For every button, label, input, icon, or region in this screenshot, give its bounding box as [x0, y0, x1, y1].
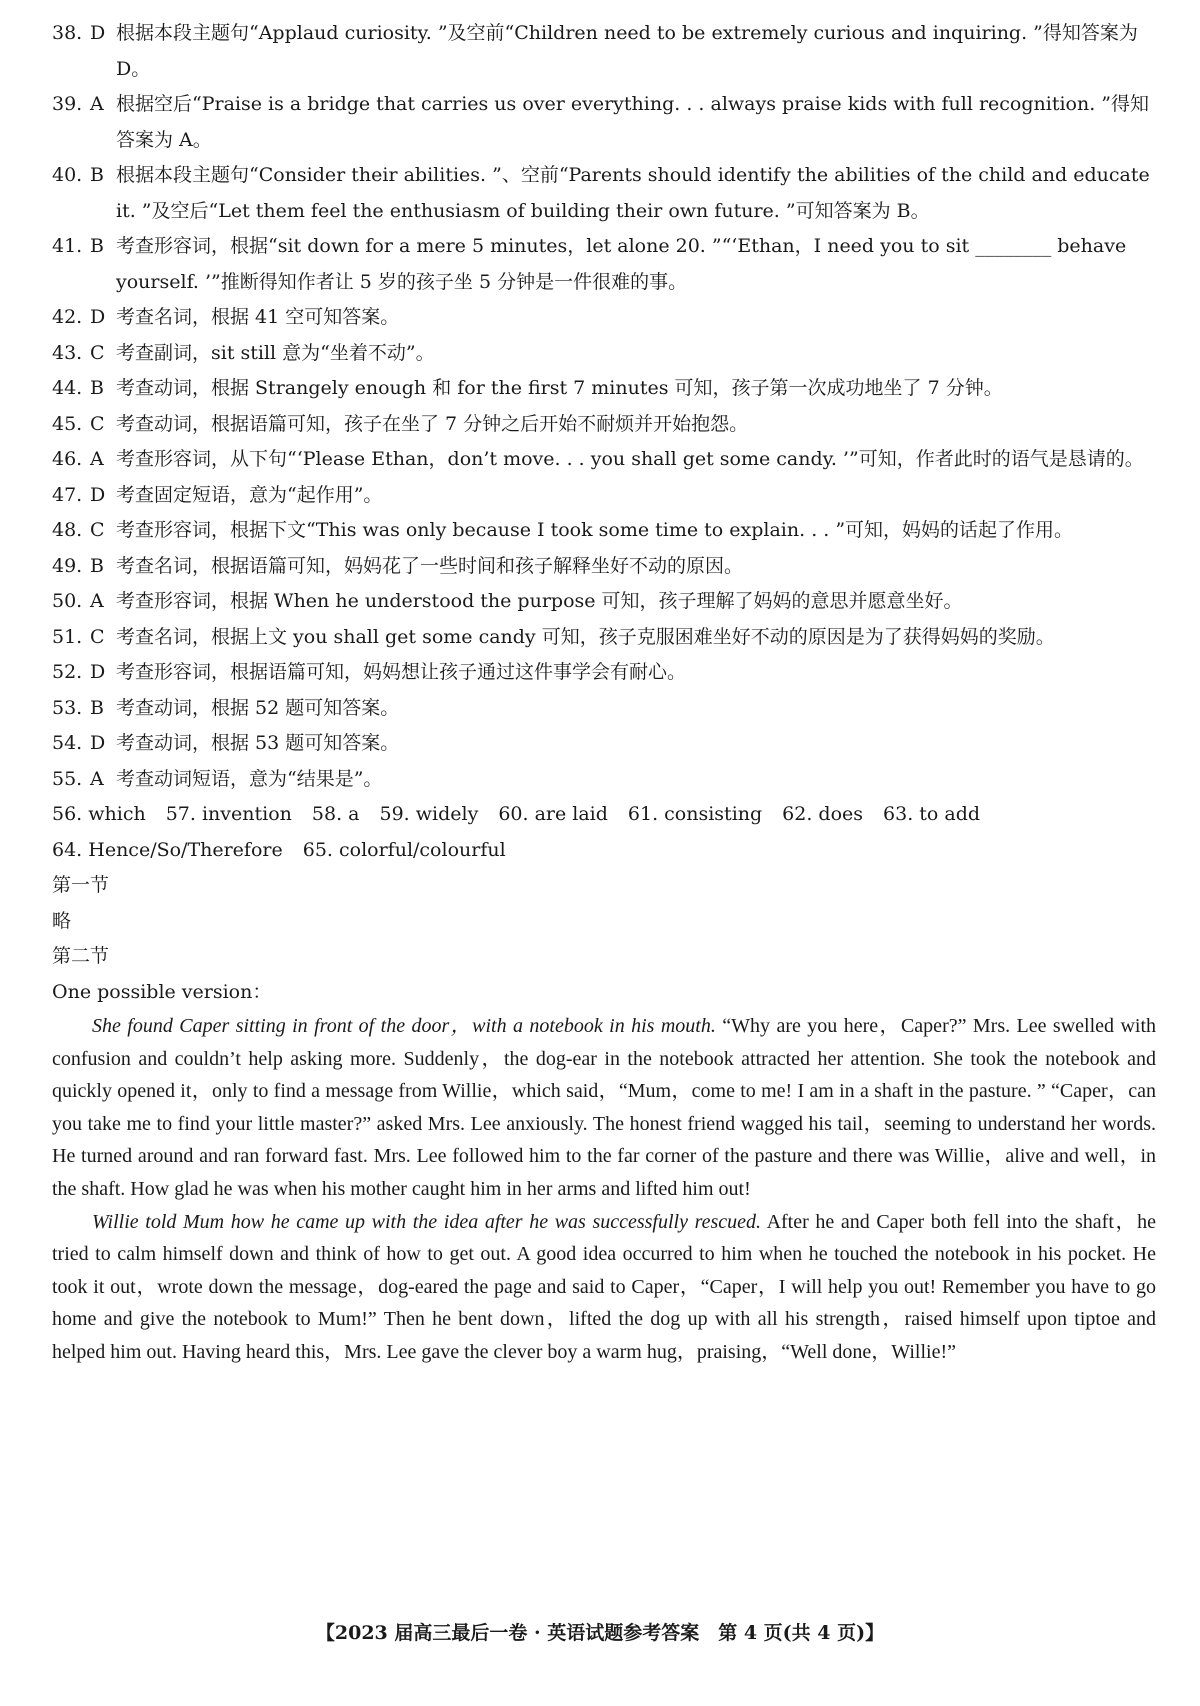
answer-key: B [90, 696, 104, 719]
answer-list [52, 16, 1156, 797]
answer-number: 40. [52, 164, 83, 186]
answer-number: 52. [52, 661, 83, 683]
answer-item [52, 620, 1156, 656]
answer-item [52, 478, 1156, 514]
answer-key: B [90, 377, 104, 399]
answer-explanation: 考查副词，sit still 意为“坐着不动”。 [116, 341, 435, 364]
answer-explanation: 考查形容词，根据下文“This was only because I took some time to explain. . . ”可知，妈妈的话起了作用。 [116, 519, 1074, 541]
answer-item [52, 549, 1156, 585]
fill-answer: 60. are laid [498, 803, 608, 825]
answer-explanation: 考查固定短语，意为“起作用”。 [116, 483, 383, 506]
answer-item [52, 371, 1156, 407]
answer-item [52, 726, 1156, 762]
answer-explanation: 考查动词，根据语篇可知，孩子在坐了 7 分钟之后开始不耐烦并开始抱怨。 [116, 412, 749, 435]
answer-number: 53. [52, 696, 83, 719]
answer-number: 38. [52, 22, 83, 44]
answer-key: D [90, 22, 106, 44]
essay-paragraph-1 [52, 1010, 1156, 1206]
answer-item [52, 229, 1156, 300]
answer-explanation: 考查名词，根据语篇可知，妈妈花了一些时间和孩子解释坐好不动的原因。 [116, 554, 744, 577]
fill-answer: 62. does [782, 803, 864, 825]
answer-explanation: 根据本段主题句“Consider their abilities. ”、空前“Parents should identify the abilities of the child and educate it. ”及空后“Let them feel the enthusiasm of building their own future. ”可知答案为 B。 [116, 164, 1150, 222]
answer-item [52, 584, 1156, 620]
answer-number: 48. [52, 519, 83, 541]
answer-key: A [90, 590, 104, 612]
answer-number: 44. [52, 377, 83, 399]
fill-answer: 57. invention [165, 803, 292, 825]
essay-p2-lead: Willie told Mum how he came up with the idea after he was successfully rescued. [92, 1210, 762, 1233]
answer-item [52, 655, 1156, 691]
answer-item [52, 407, 1156, 443]
answer-explanation: 考查形容词，从下句“‘Please Ethan，don’t move. . . you shall get some candy. ’”可知，作者此时的语气是恳请的。 [116, 448, 1144, 470]
answer-explanation: 考查名词，根据上文 you shall get some candy 可知，孩子克服困难坐好不动的原因是为了获得妈妈的奖励。 [116, 625, 1055, 648]
answer-key: C [90, 341, 105, 364]
fill-answer: 58. a [311, 803, 360, 825]
answer-number: 55. [52, 767, 83, 790]
fill-row-2 [52, 833, 1156, 869]
answer-explanation: 考查动词短语，意为“结果是”。 [116, 767, 383, 790]
fill-answer: 56. which [52, 803, 146, 825]
fill-answer: 61. consisting [627, 803, 763, 825]
answer-item [52, 762, 1156, 798]
answer-key: A [90, 767, 104, 790]
answer-explanation: 考查动词，根据 53 题可知答案。 [116, 732, 400, 754]
version-label: One possible version： [52, 980, 272, 1003]
answer-item [52, 442, 1156, 478]
answer-explanation: 根据本段主题句“Applaud curiosity. ”及空前“Children need to be extremely curious and inquiring. ”得知答案为 D。 [116, 22, 1138, 80]
answer-item [52, 300, 1156, 336]
answer-key: C [90, 519, 105, 541]
answer-page [52, 16, 1156, 1369]
answer-number: 41. [52, 235, 83, 257]
fill-answer: 64. Hence/So/Therefore [52, 838, 283, 861]
answer-number: 43. [52, 341, 83, 364]
answer-explanation: 考查形容词，根据语篇可知，妈妈想让孩子通过这件事学会有耐心。 [116, 661, 687, 683]
answer-explanation: 考查形容词，根据 When he understood the purpose 可知，孩子理解了妈妈的意思并愿意坐好。 [116, 590, 963, 612]
answer-key: B [90, 554, 104, 577]
answer-key: D [90, 306, 106, 328]
answer-item [52, 513, 1156, 549]
answer-number: 50. [52, 590, 83, 612]
essay [52, 1010, 1156, 1369]
fill-answer: 65. colorful/colourful [302, 838, 506, 861]
answer-item [52, 336, 1156, 372]
answer-key: A [90, 93, 104, 115]
answer-item [52, 691, 1156, 727]
answer-explanation: 考查动词，根据 52 题可知答案。 [116, 696, 400, 719]
answer-key: C [90, 412, 105, 435]
page-footer: 【2023 届高三最后一卷 · 英语试题参考答案 第 4 页(共 4 页)】 [315, 1622, 885, 1644]
answer-key: D [90, 661, 106, 683]
fill-row-1 [52, 797, 1156, 833]
section1-title: 第一节 [52, 874, 110, 896]
answer-key: C [90, 625, 105, 648]
essay-p2-body: After he and Caper both fell into the shaft，he tried to calm himself down and think of how to get out. A good idea occurred to him when he touched the notebook in his pocket. He took it out，wrote down the message，dog-eared the page and said to Caper，“Caper，I will help you out! Remember you have to go home and give the notebook to Mum!” Then he bent down，lifted the dog up with all his strength，raised himself upon tiptoe and helped him out. Having heard this，Mrs. Lee gave the clever boy a warm hug，praising，“Well done，Willie!” [52, 1210, 1156, 1363]
answer-explanation: 考查形容词，根据“sit down for a mere 5 minutes，let alone 20. ”“‘Ethan，I need you to sit ________ behave yourself. ’”推断得知作者让 5 岁的孩子坐 5 分钟是一件很难的事。 [116, 235, 1127, 293]
answer-number: 45. [52, 412, 83, 435]
answer-number: 51. [52, 625, 83, 648]
fill-answer: 59. widely [379, 803, 479, 825]
answer-key: B [90, 235, 104, 257]
answer-explanation: 根据空后“Praise is a bridge that carries us over everything. . . always praise kids with full recognition. ”得知答案为 A。 [116, 93, 1150, 151]
answer-number: 47. [52, 483, 83, 506]
answer-explanation: 考查名词，根据 41 空可知答案。 [116, 306, 400, 328]
essay-paragraph-2 [52, 1206, 1156, 1369]
answer-number: 46. [52, 448, 83, 470]
essay-p1-lead: She found Caper sitting in front of the door，with a notebook in his mouth. [92, 1015, 716, 1037]
answer-number: 42. [52, 306, 83, 328]
answer-item [52, 87, 1156, 158]
answer-number: 49. [52, 554, 83, 577]
answer-explanation: 考查动词，根据 Strangely enough 和 for the first 7 minutes 可知，孩子第一次成功地坐了 7 分钟。 [116, 377, 1003, 399]
answer-number: 54. [52, 732, 83, 754]
section2-title: 第二节 [52, 945, 110, 967]
answer-key: D [90, 483, 106, 506]
fill-answer: 63. to add [883, 803, 981, 825]
answer-key: D [90, 732, 106, 754]
section1-body: 略 [52, 909, 72, 932]
essay-p1-body: “Why are you here，Caper?” Mrs. Lee swelled with confusion and couldn’t help asking more. Suddenly，the dog-ear in the notebook attracted her attention. She took the notebook and quickly opened it，only to find a message from Willie，which said，“Mum，come to me! I am in a shaft in the pasture. ” “Caper，can you take me to find your little master?” asked Mrs. Lee anxiously. The honest friend wagged his tail，seeming to understand her words. He turned around and ran forward fast. Mrs. Lee followed him to the far corner of the pasture and there was Willie，alive and well，in the shaft. How glad he was when his mother caught him in her arms and lifted him out! [52, 1015, 1157, 1200]
answer-item [52, 158, 1156, 229]
answer-key: A [90, 448, 104, 470]
answer-key: B [90, 164, 104, 186]
answer-item [52, 16, 1156, 87]
answer-number: 39. [52, 93, 83, 115]
